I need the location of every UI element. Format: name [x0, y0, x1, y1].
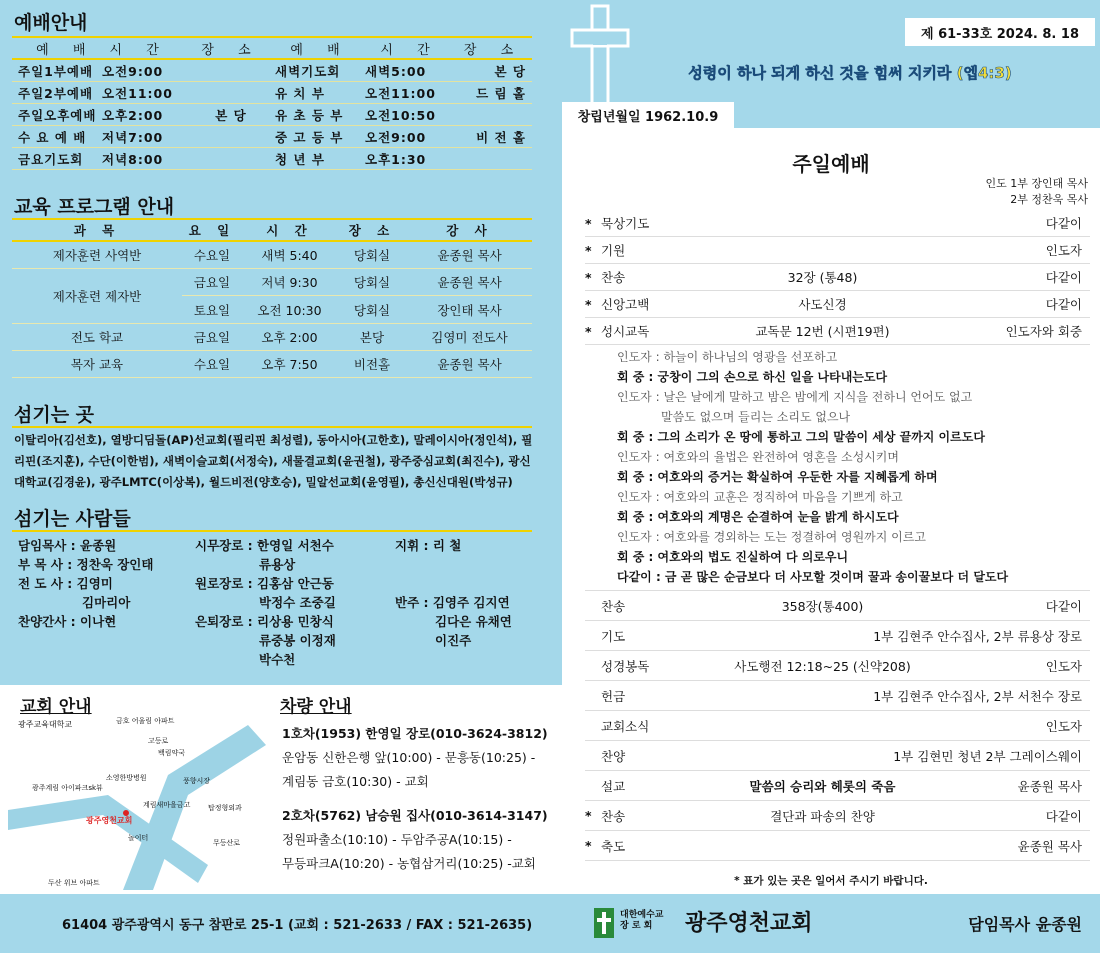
reading-line: 회 중 : 여호와의 증거는 확실하여 우둔한 자를 지혜롭게 하며: [617, 470, 938, 484]
vehicle-info: 1호차(1953) 한영일 장로(010-3624-3812) 운암동 신한은행 앞(10:00) - 문흥동(10:25) - 계림동 금호(10:30) - 교회 2호차(5762) 남승원 집사(010-3614-3147) 정원파출소(10:10) - 두암주공A(10:15) - 무등파크A(10:20) - 농협삼거리(10:25) -교회: [282, 726, 548, 871]
map-label: 백림약국: [158, 749, 186, 757]
map-label: 계림새마을금고: [143, 801, 191, 809]
reading-line: 다같이 : 금 곧 많은 순금보다 더 사모할 것이며 꿀과 송이꿀보다 더 달도다: [617, 570, 1009, 584]
worship-row: 금요기도회 저녁8:00 청 년 부 오후1:30: [12, 148, 532, 170]
service-item: * 기원 인도자: [585, 237, 1090, 264]
presiders: 인도 1부 장인태 목사 2부 정찬욱 목사: [985, 177, 1088, 206]
service-item: * 축도 윤종원 목사: [585, 831, 1090, 861]
reading-line: 회 중 : 그의 소리가 온 땅에 통하고 그의 말씀이 세상 끝까지 이르도다: [617, 430, 985, 444]
worship-title: 예배안내: [14, 12, 88, 34]
service-item: 성경봉독 사도행전 12:18~25 (신약208) 인도자: [585, 651, 1090, 681]
map-label: 놀이터: [128, 834, 149, 842]
people-col1: 담임목사 : 윤종원 부 목 사 : 정찬욱 장인태 전 도 사 : 김영미 김마리아 찬양간사 : 이나현: [18, 538, 154, 629]
table-row: 전도 학교 금요일 오후 2:00 본당 김영미 전도사: [12, 324, 532, 351]
map-label: 소영한방병원: [106, 774, 147, 782]
service-item: * 찬송 결단과 파송의 찬양 다같이: [585, 801, 1090, 831]
senior-pastor: 담임목사 윤종원: [968, 915, 1082, 934]
service-item: * 묵상기도 다같이: [585, 210, 1090, 237]
service-item: * 성시교독 교독문 12번 (시편19편) 인도자와 회중: [585, 318, 1090, 345]
service-item: * 신앙고백 사도신경 다같이: [585, 291, 1090, 318]
missions-title: 섬기는 곳: [14, 404, 95, 426]
footer: [0, 894, 1100, 953]
service-item: 찬송 358장(통400) 다같이: [585, 591, 1090, 621]
map-label: 무등산로: [213, 839, 241, 847]
church-logo-icon: [594, 908, 614, 938]
map-label: 광주계림 아이파크sk뷰: [32, 784, 103, 792]
missions-text: 이탈리아(김선호), 열방디딤돌(AP)선교회(필리핀 최성렬), 동아시아(고한호), 말레이시아(정인석), 필리핀(조지훈), 수단(이한범), 새벽이슬교회(서정숙), 새물결교회(윤권철), 광주중심교회(최진수), 광신대학교(김경윤), 광주LMTC(이상복), 월드비전(양호승), 밀알선교회(윤영필), 총신신대원(박성규): [14, 433, 533, 489]
worship-header: 예 배 시 간 장 소 예 배 시 간 장 소: [12, 38, 532, 60]
reading-line: 인도자 : 여호와의 율법은 완전하여 영혼을 소성시키며: [617, 450, 899, 464]
worship-table: [12, 38, 532, 170]
worship-row: 주일오후예배 오후2:00 본 당 유 초 등 부 오전10:50: [12, 104, 532, 126]
reading-line: 회 중 : 궁창이 그의 손으로 하신 일을 나타내는도다: [617, 370, 888, 384]
service-item: 설교 말씀의 승리와 헤롯의 죽음 윤종원 목사: [585, 771, 1090, 801]
service-item: 기도 1부 김현주 안수집사, 2부 류용상 장로: [585, 621, 1090, 651]
map-label: 고등로: [148, 737, 169, 745]
church-marker-icon: [123, 810, 129, 816]
church-info-title: 교회 안내: [20, 697, 92, 717]
service-title: 주일예배: [792, 152, 870, 176]
map-label: 풍향시장: [183, 777, 211, 785]
education-title: 교육 프로그램 안내: [14, 196, 175, 218]
service-item: 찬양 1부 김현민 청년 2부 그레이스웨이: [585, 741, 1090, 771]
map-label: 두산 위브 아파트: [48, 879, 100, 887]
reading-line: 회 중 : 여호와의 법도 진실하여 다 의로우니: [617, 550, 849, 564]
church-map: [8, 715, 268, 890]
worship-row: 주일2부예배 오전11:00 유 치 부 오전11:00 드 림 홀: [12, 82, 532, 104]
church-name: 광주영천교회: [685, 911, 813, 936]
address: 61404 광주광역시 동구 참판로 25-1 (교회 : 521-2633 / FAX : 521-2635): [62, 918, 533, 933]
service-item: 교회소식 인도자: [585, 711, 1090, 741]
reading-line: 인도자 : 여호와를 경외하는 도는 정결하여 영원까지 이르고: [617, 530, 926, 544]
service-order: [585, 210, 1090, 861]
issue-number: 제 61-33호 2024. 8. 18: [905, 18, 1095, 46]
table-row: 제자훈련 사역반 수요일 새벽 5:40 당회실 윤종원 목사: [12, 242, 532, 269]
reading-line: 인도자 : 여호와의 교훈은 정직하여 마음을 기쁘게 하고: [617, 490, 903, 504]
standing-note: * 표가 있는 곳은 일어서 주시기 바랍니다.: [734, 875, 928, 887]
service-item: * 찬송 32장 (통48) 다같이: [585, 264, 1090, 291]
reading-line: 회 중 : 여호와의 계명은 순결하여 눈을 밝게 하시도다: [617, 510, 899, 524]
motto: 성령이 하나 되게 하신 것을 힘써 지키라 (엡4:3): [688, 64, 1012, 82]
founded-date: 창립년월일 1962.10.9: [562, 102, 734, 128]
reading-line: 인도자 : 하늘이 하나님의 영광을 선포하고: [617, 350, 838, 364]
vehicle-title: 차량 안내: [280, 697, 352, 717]
people-title: 섬기는 사람들: [14, 508, 131, 530]
map-label: 탑정형외과: [208, 804, 242, 812]
denomination: 대한예수교 장 로 회: [620, 910, 664, 931]
reading-line: 인도자 : 날은 날에게 말하고 밤은 밤에게 지식을 전하니 언어도 없고: [617, 390, 973, 404]
service-item: 헌금 1부 김현주 안수집사, 2부 서천수 장로: [585, 681, 1090, 711]
map-label: 금호 어울림 아파트: [116, 717, 175, 725]
worship-row: 주일1부예배 오전9:00 새벽기도회 새벽5:00 본 당: [12, 60, 532, 82]
map-label: 광주교육대학교: [18, 720, 73, 729]
education-table: 과 목 요 일 시 간 장 소 강 사 제자훈련 사역반 수요일 새벽 5:40 당회실 윤종원 목사 제자훈련 제자반 금요일 저녁 9:30 당회실 윤종원 목사 토요일 오전 10:30 당회실 장인태 목사 전도 학교 금요일 오후 2:00 본당 김영미 전도사 목자 교육 수요일 오후 7:50 비전홀 윤종원 목사: [12, 220, 532, 378]
people-col2: 시무장로 : 한영일 서천수 류용상 원로장로 : 김홍삼 안근동 박정수 조중길 은퇴장로 : 리상용 민창식 류중봉 이정재 박수천: [195, 538, 336, 667]
worship-row: 수 요 예 배 저녁7:00 중 고 등 부 오전9:00 비 전 홀: [12, 126, 532, 148]
reading-line: 말씀도 없으며 들리는 소리도 없으나: [661, 410, 851, 424]
table-row: 목자 교육 수요일 오후 7:50 비전홀 윤종원 목사: [12, 351, 532, 378]
map-label: 광주영천교회: [86, 816, 133, 825]
people-col3: 지휘 : 리 철 반주 : 김영주 김지연 김다은 유채연 이진주: [395, 538, 512, 648]
